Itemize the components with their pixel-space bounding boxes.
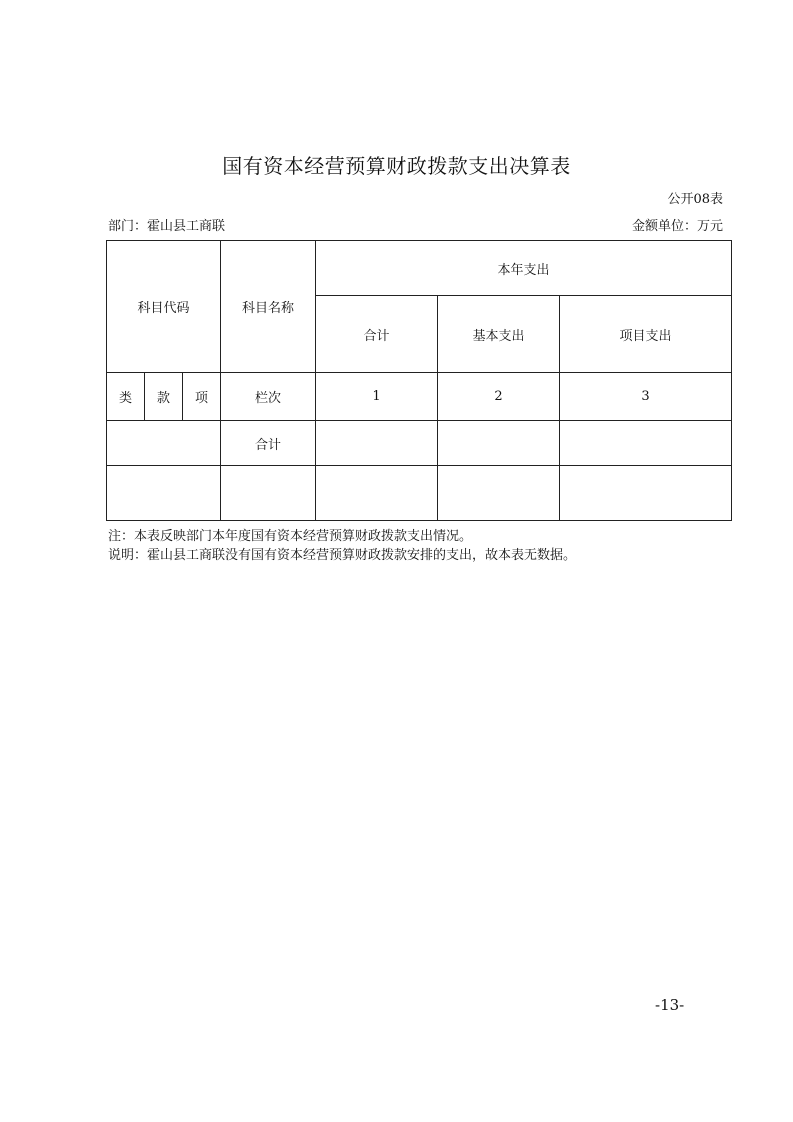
total-row-label: 合计 xyxy=(221,421,316,466)
header-subject-name: 科目名称 xyxy=(221,241,316,373)
cell-kuan: 款 xyxy=(145,373,183,421)
row-name xyxy=(221,466,316,521)
total-row xyxy=(107,421,732,466)
page-title: 国有资本经营预算财政拨款支出决算表 xyxy=(222,154,571,178)
table-row xyxy=(107,466,732,521)
header-row-1 xyxy=(107,241,732,296)
cell-xiang: 项 xyxy=(183,373,221,421)
form-code: 公开08表 xyxy=(667,192,723,207)
total-row-code xyxy=(107,421,221,466)
expense-table xyxy=(106,240,732,521)
amount-unit-label: 金额单位：万元 xyxy=(631,219,723,234)
total-row-total xyxy=(316,421,438,466)
cell-col-2: 2 xyxy=(438,373,560,421)
row-total xyxy=(316,466,438,521)
header-total: 合计 xyxy=(316,296,438,373)
header-basic-expense: 基本支出 xyxy=(438,296,560,373)
row-basic xyxy=(438,466,560,521)
header-subject-code: 科目代码 xyxy=(107,241,221,373)
page-number: -13- xyxy=(655,996,685,1014)
total-row-basic xyxy=(438,421,560,466)
row-code xyxy=(107,466,221,521)
cell-lanci: 栏次 xyxy=(221,373,316,421)
department-label: 部门：霍山县工商联 xyxy=(108,219,226,234)
row-project xyxy=(560,466,732,521)
table-note: 注：本表反映部门本年度国有资本经营预算财政拨款支出情况。 xyxy=(108,529,473,544)
header-current-year-expense: 本年支出 xyxy=(316,241,732,296)
total-row-project xyxy=(560,421,732,466)
cell-col-1: 1 xyxy=(316,373,438,421)
column-index-row xyxy=(107,373,732,421)
table-explanation: 说明：霍山县工商联没有国有资本经营预算财政拨款安排的支出，故本表无数据。 xyxy=(108,548,577,563)
cell-lei: 类 xyxy=(107,373,145,421)
cell-col-3: 3 xyxy=(560,373,732,421)
header-project-expense: 项目支出 xyxy=(560,296,732,373)
